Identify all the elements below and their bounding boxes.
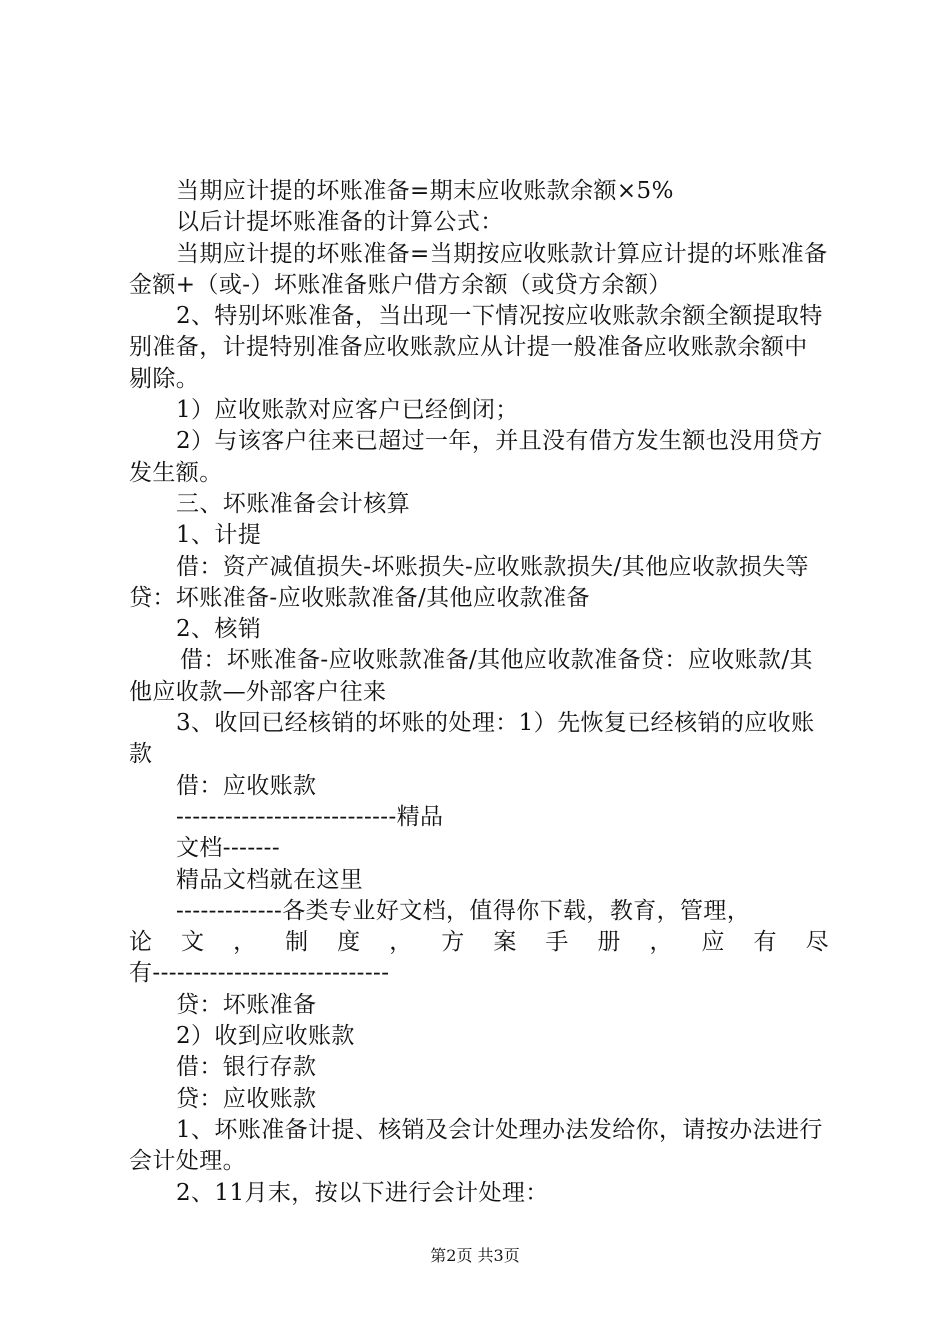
paragraph: 以后计提坏账准备的计算公式： <box>176 209 504 236</box>
watermark-line: 精品文档就在这里 <box>176 866 364 893</box>
paragraph: 贷：坏账准备 <box>176 991 317 1018</box>
section-heading: 三、坏账准备会计核算 <box>176 490 410 517</box>
paragraph: 2）与该客户往来已超过一年，并且没有借方发生额也没用贷方发生额。 <box>129 428 823 486</box>
paragraph: 借：坏账准备-应收账款准备/其他应收款准备贷：应收账款/其他应收款—外部客户往来 <box>129 647 813 705</box>
watermark-line: 论文，制度，方案手册，应有尽 <box>129 929 829 956</box>
watermark-line: 文档------- <box>176 835 281 862</box>
paragraph: 借：银行存款 <box>176 1054 317 1081</box>
page-footer <box>0 1243 950 1266</box>
paragraph: 2、核销 <box>176 616 262 643</box>
page-number: 第2页 共3页 <box>430 1246 520 1265</box>
paragraph: 2）收到应收账款 <box>176 1023 355 1050</box>
paragraph: 当期应计提的坏账准备=当期按应收账款计算应计提的坏账准备金额+（或-）坏账准备账户借方余额（或贷方余额） <box>129 240 828 298</box>
paragraph: 1）应收账款对应客户已经倒闭； <box>176 397 519 424</box>
document-body <box>129 176 829 1209</box>
watermark-line: -------------各类专业好文档，值得你下载，教育，管理， <box>176 897 751 924</box>
watermark-line: ---------------------------精品 <box>176 803 444 830</box>
paragraph: 1、计提 <box>176 522 262 549</box>
paragraph: 当期应计提的坏账准备=期末应收账款余额×5% <box>176 178 674 204</box>
paragraph: 贷：应收账款 <box>176 1085 317 1112</box>
paragraph: 2、特别坏账准备，当出现一下情况按应收账款余额全额提取特别准备，计提特别准备应收账款应从计提一般准备应收账款余额中剔除。 <box>129 303 823 392</box>
paragraph: 2、11月末，按以下进行会计处理： <box>176 1179 549 1206</box>
watermark-line: 有----------------------------- <box>129 960 390 987</box>
paragraph: 1、坏账准备计提、核销及会计处理办法发给你，请按办法进行会计处理。 <box>129 1116 823 1175</box>
paragraph: 借：资产减值损失-坏账损失-应收账款损失/其他应收款损失等贷：坏账准备-应收账款准备/其他应收款准备 <box>129 553 809 611</box>
paragraph: 3、收回已经核销的坏账的处理：1）先恢复已经核销的应收账款 <box>129 710 815 768</box>
paragraph: 借：应收账款 <box>176 772 317 799</box>
